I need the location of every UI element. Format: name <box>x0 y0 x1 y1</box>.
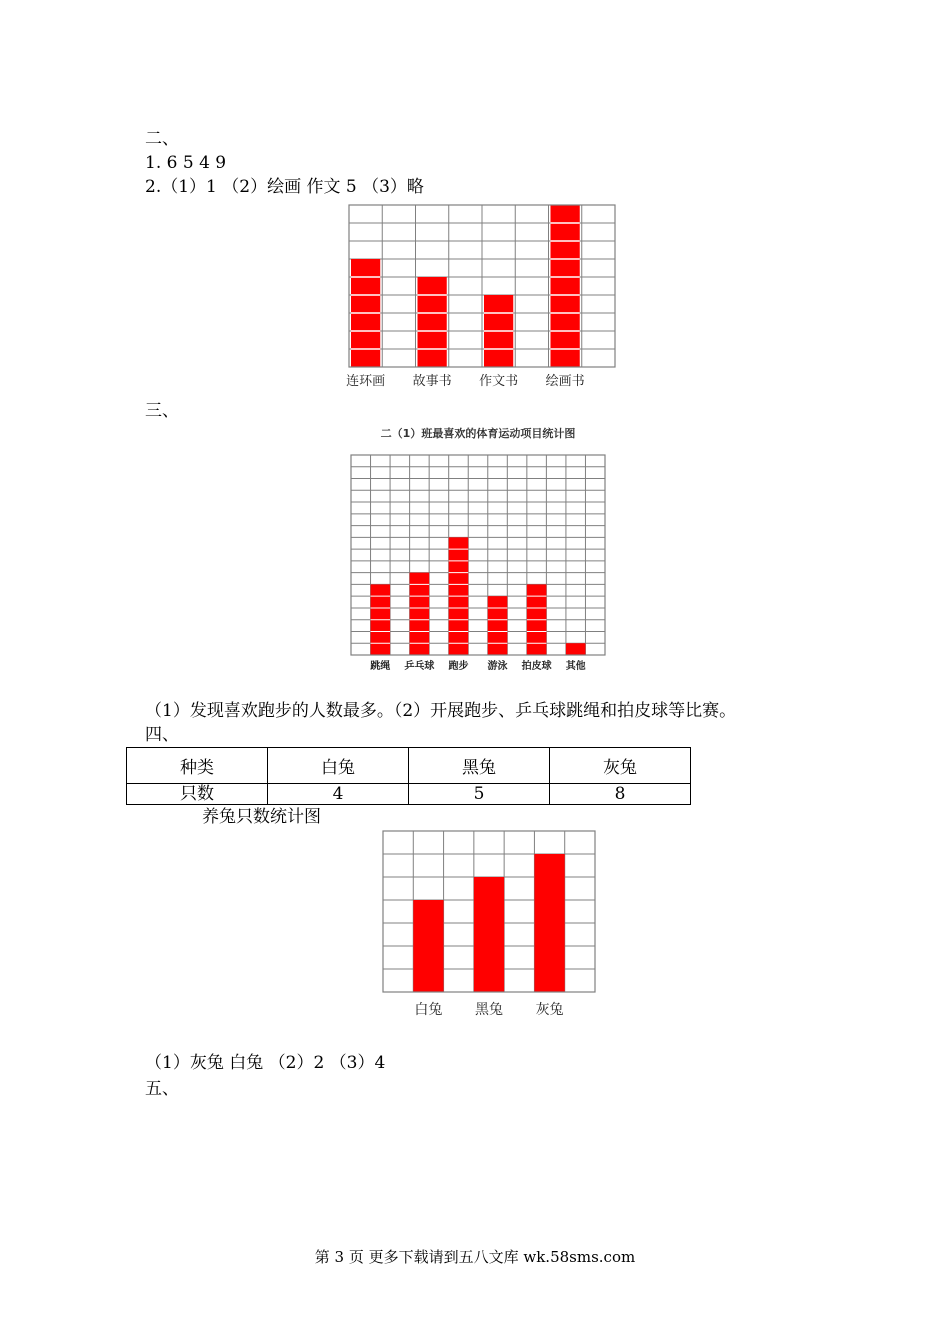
table-cell: 只数 <box>127 784 268 805</box>
tick-label: 连环画 <box>346 374 386 389</box>
table-cell: 4 <box>268 784 409 805</box>
tick-label: 灰兔 <box>535 1002 564 1018</box>
bar <box>488 596 508 655</box>
tick-label: 其他 <box>565 661 586 672</box>
table-header: 灰兔 <box>550 748 691 784</box>
bar <box>534 854 564 992</box>
page-footer: 第 3 页 更多下载请到五八文库 wk.58sms.com <box>314 1248 636 1266</box>
table-cell: 8 <box>550 784 691 805</box>
section4-answer: （1）灰兔 白兔 （2）2 （3）4 <box>145 1053 386 1073</box>
tick-label: 跳绳 <box>370 661 391 672</box>
table-cell: 5 <box>409 784 550 805</box>
chart-title: 二（1）班最喜欢的体育运动项目统计图 <box>380 427 576 440</box>
section4-heading: 四、 <box>145 725 179 745</box>
table-header: 种类 <box>127 748 268 784</box>
section3-answer: （1）发现喜欢跑步的人数最多。（2）开展跑步、乒乓球跳绳和拍皮球等比赛。 <box>145 701 737 721</box>
tick-label: 黑兔 <box>475 1002 503 1018</box>
bar <box>551 205 580 367</box>
bar <box>566 643 586 655</box>
tick-label: 游泳 <box>487 661 508 672</box>
bar <box>418 277 447 367</box>
tick-label: 绘画书 <box>545 374 585 389</box>
table-header: 白兔 <box>268 748 409 784</box>
tick-label: 乒乓球 <box>404 661 435 672</box>
rabbit-count-table <box>126 747 691 805</box>
tick-label: 跑步 <box>448 661 469 672</box>
bar <box>413 900 443 992</box>
books-bar-chart <box>335 200 625 395</box>
section2-heading: 二、 <box>145 129 179 149</box>
rabbit-chart-title: 养兔只数统计图 <box>202 807 321 827</box>
bar <box>410 573 430 655</box>
section3-heading: 三、 <box>145 401 179 421</box>
sports-bar-chart <box>320 420 620 675</box>
bar <box>474 877 504 992</box>
tick-label: 拍皮球 <box>521 661 552 672</box>
section2-answer-2: 2.（1）1 （2）绘画 作文 5 （3）略 <box>145 177 424 197</box>
tick-label: 白兔 <box>414 1002 443 1018</box>
table-header: 黑兔 <box>409 748 550 784</box>
rabbit-bar-chart <box>375 825 605 1025</box>
tick-label: 故事书 <box>412 374 452 389</box>
section5-heading: 五、 <box>145 1079 179 1099</box>
tick-label: 作文书 <box>479 374 519 389</box>
section2-answer-1: 1. 6 5 4 9 <box>145 153 227 173</box>
